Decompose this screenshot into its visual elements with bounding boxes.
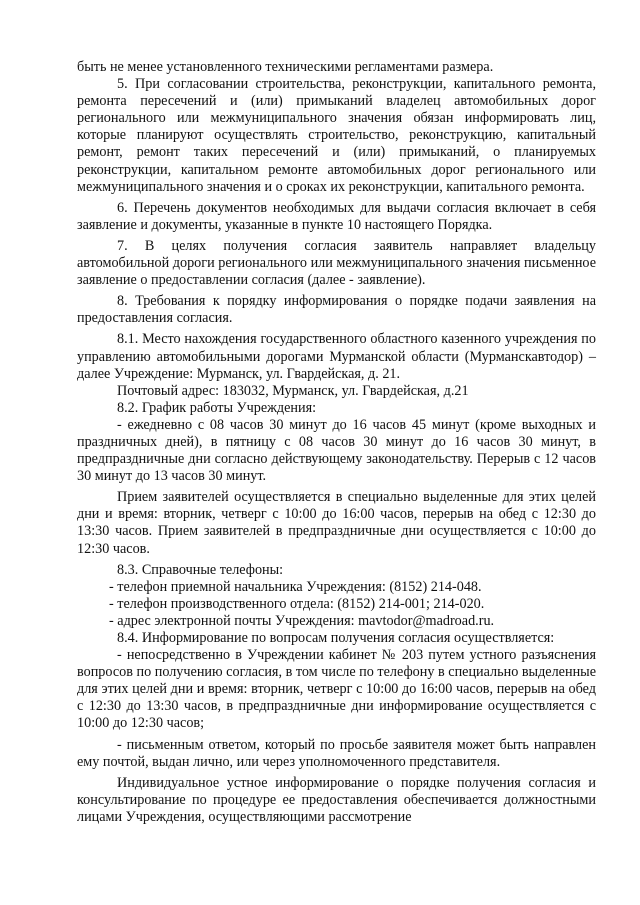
paragraph-8-3: 8.3. Справочные телефоны: [117,561,284,578]
paragraph-6: 6. Перечень документов необходимых для выдачи согласия включает в себя заявление и документы, указанные в пункте 10 настоящего Порядка. [77,199,596,233]
paragraph-8-3-phone-reception: - телефон приемной начальника Учреждения: (8152) 214-048. [109,578,482,595]
paragraph-8-1-postal-address: Почтовый адрес: 183032, Мурманск, ул. Гвардейская, д.21 [117,382,469,399]
paragraph-7: 7. В целях получения согласия заявитель направляет владельцу автомобильной дороги регионального или межмуниципального значения письменное заявление о предоставлении согласия (далее - заявление). [77,237,596,289]
paragraph-8-3-phone-production: - телефон производственного отдела: (8152) 214-001; 214-020. [109,595,485,612]
paragraph-continuation: быть не менее установленного техническими регламентами размера. [77,59,494,75]
paragraph-8-4-written: - письменным ответом, который по просьбе заявителя может быть направлен ему почтой, выдан лично, или через уполномоченного представителя. [77,736,596,770]
paragraph-8-4: 8.4. Информирование по вопросам получения согласия осуществляется: [117,630,555,646]
paragraph-8-1: 8.1. Место нахождения государственного областного казенного учреждения по управлению автомобильными дорогами Мурманской области (Мурманскавтодор) – далее Учреждение: Мурманск, ул. Гвардейская, д. 21. [77,331,596,382]
document-page [77,59,596,826]
paragraph-8-3-email: - адрес электронной почты Учреждения: mavtodor@madroad.ru. [109,612,495,629]
paragraph-8: 8. Требования к порядку информирования о порядке подачи заявления на предоставления согласия. [77,293,596,327]
paragraph-8-2-reception: Прием заявителей осуществляется в специально выделенные для этих целей дни и время: вторник, четверг с 10:00 до 16:00 часов, перерыв на обед с 12:30 до 13:30 часов. Прием заявителей в предпраздничные дни осуществляется с 10:00 до 12:30 часов. [77,489,596,557]
paragraph-8-4-in-person: - непосредственно в Учреждении кабинет № 203 путем устного разъяснения вопросов по получению согласия, в том числе по телефону в специально выделенные для этих целей дни и время: вторник, четверг с 10:00 до 16:00 часов, перерыв на обед с 12:30 до 13:30 часов, в предпраздничные дни информирование осуществляется с 10:00 до 12:30 часов; [77,647,596,732]
paragraph-8-2-schedule: - ежедневно с 08 часов 30 минут до 16 часов 45 минут (кроме выходных и праздничных дней), в пятницу с 08 часов 30 минут до 16 часов 30 минут, в предпраздничные дни согласно действующему законодательству. Перерыв с 12 часов 30 минут до 13 часов 30 минут. [77,416,596,485]
paragraph-5: 5. При согласовании строительства, реконструкции, капитального ремонта, ремонта пересечений и (или) примыканий владелец автомобильных дорог регионального или межмуниципального значения обязан информировать лиц, которые планируют осуществлять строительство, реконструкцию, капитальный ремонт, ремонт таких пересечений и (или) примыканий, о планируемых реконструкции, капитальном ремонте автомобильных дорог регионального или межмуниципального значения и о сроках их реконструкции, капитального ремонта. [77,76,596,195]
paragraph-8-2: 8.2. График работы Учреждения: [117,399,317,416]
paragraph-final: Индивидуальное устное информирование о порядке получения согласия и консультирование по процедуре ее предоставления обеспечивается должностными лицами Учреждения, осуществляющими рассмотрение [77,774,596,825]
